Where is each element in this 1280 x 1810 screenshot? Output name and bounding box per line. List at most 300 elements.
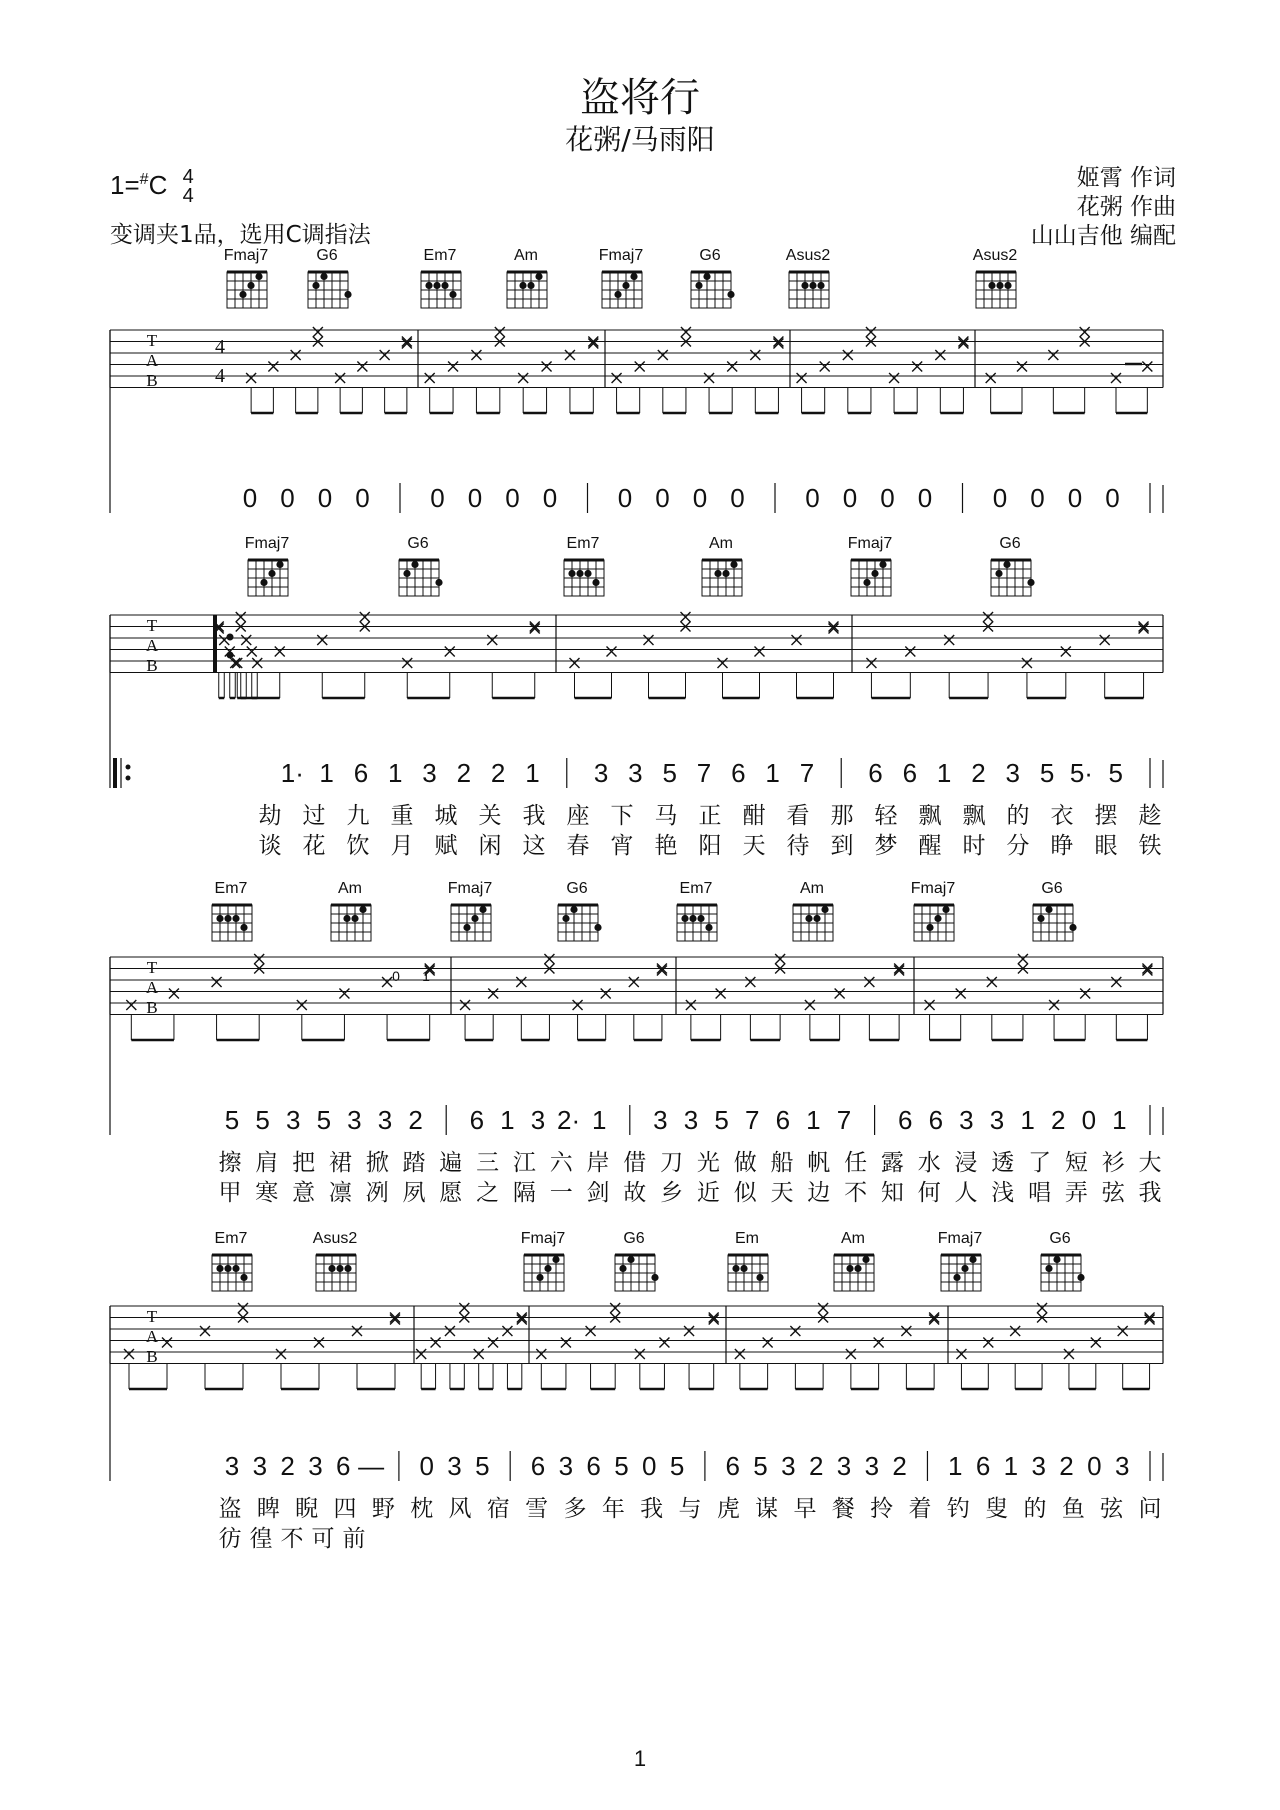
lyric-char: 岸 [586, 1150, 610, 1176]
tab-note [644, 635, 654, 645]
chord-dot [463, 924, 470, 931]
chord-dot [846, 1265, 853, 1272]
chord-name: Fmaj7 [910, 880, 956, 897]
lyric-char: 乡 [660, 1180, 684, 1206]
numbered-note: 1 [806, 1105, 821, 1135]
numbered-note: 0 [617, 483, 633, 513]
tab-note [866, 658, 876, 668]
lyric-char: 谋 [755, 1496, 779, 1522]
lyric-char: 肩 [255, 1150, 279, 1176]
lyric-char: 光 [696, 1150, 720, 1176]
chord-diagram [212, 905, 252, 941]
chord-name: Em7 [214, 1230, 248, 1247]
chord-name: Am [800, 880, 824, 897]
lyric-char: 宵 [610, 833, 634, 859]
tab-time-top: 4 [215, 336, 225, 358]
numbered-note: 0 [430, 483, 445, 513]
chord-diagram [602, 272, 642, 308]
tab-note [268, 362, 278, 372]
lyric-char: 过 [302, 803, 326, 829]
lyric-char: 赋 [434, 833, 458, 859]
chord-dot [471, 915, 478, 922]
tab-note [488, 1338, 498, 1348]
chord-name: G6 [699, 247, 721, 264]
chord-diagram [834, 1255, 874, 1291]
tab-note [313, 327, 323, 337]
tab-note [1080, 327, 1090, 337]
lyric-char: 枕 [410, 1496, 434, 1522]
chord-dot [871, 570, 878, 577]
tab-note [517, 1315, 527, 1325]
tab-note [124, 1349, 134, 1359]
lyric-char: 大 [1138, 1150, 1162, 1176]
lyric-char: 夙 [402, 1180, 426, 1206]
tab-note [246, 373, 256, 383]
numbered-note: 5 [224, 1105, 240, 1135]
lyric-char: 故 [623, 1180, 647, 1206]
composer-credit: 花粥 作曲 [1076, 194, 1176, 220]
chord-name: Am [338, 880, 362, 897]
numbered-note: 3 [530, 1105, 546, 1135]
lyric-char: 任 [844, 1150, 868, 1176]
tab-note [659, 1338, 669, 1348]
chord-dot [411, 561, 418, 568]
numbered-note: 3 [1114, 1451, 1130, 1481]
lyric-char: 前 [342, 1526, 366, 1552]
lyric-char: 擦 [218, 1150, 242, 1176]
chord-dot [1045, 906, 1052, 913]
tab-note [612, 373, 622, 383]
tab-letter: B [146, 656, 158, 675]
numbered-note: 1 [387, 758, 403, 788]
numbered-note: 3 [836, 1451, 852, 1481]
tab-note [1061, 647, 1071, 657]
tab-letter: A [145, 351, 159, 370]
chord-diagram [914, 905, 954, 941]
lyric-char: 似 [733, 1180, 757, 1206]
tab-note [755, 647, 765, 657]
lyric-char: 了 [1028, 1150, 1052, 1176]
tab-note [797, 373, 807, 383]
chord-dot [695, 282, 702, 289]
numbered-note: 3 [422, 758, 437, 788]
chord-dot [240, 924, 247, 931]
tab-fret-number: 0 [392, 968, 400, 984]
lyric-char: 座 [566, 803, 590, 829]
numbered-note: 1 [591, 1105, 607, 1135]
lyric-char: 钓 [946, 1496, 970, 1522]
chord-dot [801, 282, 808, 289]
lyric-char: 叟 [985, 1496, 1009, 1522]
chord-dot [343, 915, 350, 922]
numbered-note: 1 [1003, 1451, 1019, 1481]
lyric-char: 问 [1138, 1496, 1162, 1522]
tab-letter: A [145, 1327, 159, 1346]
chord-dot [1003, 561, 1010, 568]
tab-note [1142, 362, 1152, 372]
chord-name: Fmaj7 [598, 247, 644, 264]
chord-diagram [793, 905, 833, 941]
numbered-note: 0 [1087, 1451, 1102, 1481]
tab-note [818, 1303, 828, 1313]
chord-name: Em7 [566, 535, 600, 552]
tab-letter: T [146, 1307, 158, 1326]
lyric-char: 天 [770, 1180, 794, 1206]
chord-dot [536, 1274, 543, 1281]
numbered-note: 7 [696, 758, 712, 788]
tab-note [983, 612, 993, 622]
numbered-note: 6 [336, 1451, 351, 1481]
tab-note [874, 1338, 884, 1348]
chord-dot [568, 570, 575, 577]
tab-note [1111, 977, 1121, 987]
lyric-char: 趁 [1138, 803, 1162, 829]
numbered-note: 0 [642, 1451, 657, 1481]
tab-note [502, 1326, 512, 1336]
tab-note [448, 362, 458, 372]
numbered-note: 7 [836, 1105, 852, 1135]
lyric-char: 春 [566, 833, 590, 859]
chord-dot [268, 570, 275, 577]
key-prefix: 1= [110, 169, 140, 200]
chord-name: Am [841, 1230, 865, 1247]
chord-dot [312, 282, 319, 289]
chord-dot [527, 282, 534, 289]
tab-note [704, 373, 714, 383]
tab-note [790, 1326, 800, 1336]
lyric-char: 酣 [742, 803, 766, 829]
lyric-char: 船 [770, 1150, 794, 1176]
lyric-char: 那 [830, 803, 854, 829]
lyric-char: 阳 [698, 833, 722, 859]
numbered-note: 1 [936, 758, 952, 788]
repeat-start-dot [126, 776, 131, 781]
tab-note [570, 658, 580, 668]
tab-note [317, 635, 327, 645]
numbered-note: 2 [408, 1105, 423, 1135]
tab-note [935, 350, 945, 360]
song-title: 盗将行 [580, 75, 700, 121]
tab-note [518, 373, 528, 383]
tab-note [561, 1338, 571, 1348]
numbered-note: 2 [892, 1451, 907, 1481]
numbered-note: 0 [842, 483, 858, 513]
chord-dot [727, 291, 734, 298]
chord-diagram [976, 272, 1016, 308]
numbered-note: 0 [505, 483, 520, 513]
numbered-note: 0 [419, 1451, 434, 1481]
tab-note [254, 954, 264, 964]
chord-diagram [524, 1255, 564, 1291]
numbered-note: — [358, 1451, 385, 1481]
lyric-char: 近 [696, 1180, 720, 1206]
tab-note [416, 1349, 426, 1359]
tab-note [402, 658, 412, 668]
tab-note [275, 647, 285, 657]
chord-dot [441, 282, 448, 289]
chord-dot [854, 1265, 861, 1272]
lyric-char: 与 [678, 1496, 702, 1522]
chord-dot [320, 273, 327, 280]
chord-diagram [227, 272, 267, 308]
chord-dot [328, 1265, 335, 1272]
lyric-char: 多 [563, 1496, 587, 1522]
chord-name: Fmaj7 [520, 1230, 566, 1247]
numbered-note: 5 [255, 1105, 270, 1135]
tab-note [1022, 658, 1032, 668]
chord-diagram [1033, 905, 1077, 941]
tab-note [727, 362, 737, 372]
lyric-char: 踏 [402, 1150, 426, 1176]
chord-dot [619, 1265, 626, 1272]
chord-name: Asus2 [972, 247, 1018, 264]
chord-dot [969, 1256, 976, 1263]
tab-note [431, 1338, 441, 1348]
numbered-note: 3 [653, 1105, 668, 1135]
lyric-char: 何 [917, 1180, 941, 1206]
lyric-char: 眼 [1094, 833, 1118, 859]
tab-note [889, 373, 899, 383]
chord-dot [730, 561, 737, 568]
lyric-char: 早 [793, 1496, 817, 1522]
chord-dot [435, 579, 442, 586]
lyric-char: 餐 [831, 1496, 855, 1522]
numbered-note: 0 [992, 483, 1008, 513]
lyric-char: 我 [522, 803, 546, 829]
tab-note [459, 1303, 469, 1313]
numbered-note: 6 [928, 1105, 944, 1135]
chord-diagram [615, 1255, 659, 1291]
numbered-note: 3 [781, 1451, 796, 1481]
numbered-note: 5 [669, 1451, 685, 1481]
lyric-char: 的 [1023, 1496, 1047, 1522]
numbered-note: 0 [467, 483, 483, 513]
tab-note [681, 612, 691, 622]
tab-note [775, 954, 785, 964]
lyric-char: 六 [549, 1150, 573, 1176]
numbered-note: 6 [868, 758, 883, 788]
lyric-char: 冽 [365, 1180, 389, 1206]
numbered-note: 5 [316, 1105, 332, 1135]
numbered-note: 0 [242, 483, 258, 513]
numbered-note: 2 [1059, 1451, 1074, 1481]
numbered-note: 2 [490, 758, 506, 788]
lyric-char: 时 [962, 833, 986, 859]
chord-dot [562, 915, 569, 922]
chord-dot [1053, 1256, 1060, 1263]
tab-note [357, 362, 367, 372]
lyric-char: 浸 [954, 1150, 978, 1176]
tab-note [684, 1326, 694, 1336]
chord-dot [240, 1274, 247, 1281]
numbered-note: 3 [959, 1105, 974, 1135]
tab-note [864, 977, 874, 987]
numbered-note: 3 [347, 1105, 362, 1135]
tab-note [657, 966, 667, 976]
lyric-char: 雪 [525, 1496, 549, 1522]
tab-note [1145, 1315, 1155, 1325]
chord-dot [926, 924, 933, 931]
chord-dot [740, 1265, 747, 1272]
tab-note [956, 1349, 966, 1359]
tab-note [1018, 954, 1028, 964]
tab-note [805, 1000, 815, 1010]
chord-dot [216, 1265, 223, 1272]
tab-note [986, 373, 996, 383]
tab-note [846, 1349, 856, 1359]
tab-note [238, 1303, 248, 1313]
lyric-char: 三 [476, 1150, 500, 1176]
numbered-note: 0 [317, 483, 333, 513]
capo-note: 变调夹1品，选用C调指法 [110, 222, 371, 248]
lyric-char: 拎 [870, 1496, 894, 1522]
numbered-note: 2 [971, 758, 986, 788]
tab-note [1111, 373, 1121, 383]
lyric-char: 铁 [1138, 833, 1162, 859]
chord-name: Fmaj7 [223, 247, 269, 264]
chord-dot [351, 915, 358, 922]
tab-note [1080, 989, 1090, 999]
lyric-char: 年 [601, 1496, 625, 1522]
tab-note [944, 635, 954, 645]
lyricist-credit: 姬霄 作词 [1076, 165, 1176, 191]
chord-name: G6 [1049, 1230, 1071, 1247]
tab-note [291, 350, 301, 360]
chord-dot [232, 915, 239, 922]
chord-name: G6 [566, 880, 588, 897]
lyric-char: 到 [830, 833, 854, 859]
key-note: C [148, 169, 168, 200]
numbered-note: 1 [1112, 1105, 1127, 1135]
lyric-char: 唱 [1028, 1180, 1052, 1206]
tab-note [382, 977, 392, 987]
chord-dot [1077, 1274, 1084, 1281]
chord-dot [697, 915, 704, 922]
chord-dot [862, 1256, 869, 1263]
chord-dot [449, 291, 456, 298]
tab-note [745, 977, 755, 987]
tab-note [820, 362, 830, 372]
chord-diagram [851, 560, 891, 596]
numbered-note: 3 [377, 1105, 393, 1135]
tab-note [380, 350, 390, 360]
numbered-note: 5 [714, 1105, 729, 1135]
chord-dot [879, 561, 886, 568]
tab-letter: A [145, 636, 159, 655]
lyric-char: 花 [302, 833, 326, 859]
numbered-note: 0 [692, 483, 708, 513]
tab-note [252, 658, 262, 668]
chord-dot [594, 924, 601, 931]
chord-dot [689, 915, 696, 922]
tab-note [1064, 1349, 1074, 1359]
numbered-note: 5 [475, 1451, 490, 1481]
repeat-dot [227, 652, 234, 659]
lyric-char: 艳 [654, 833, 678, 859]
lyric-char: 风 [448, 1496, 472, 1522]
tab-note [247, 647, 257, 657]
lyric-char: 月 [390, 833, 414, 859]
chord-dot [651, 1274, 658, 1281]
tab-note [230, 658, 240, 668]
tab-letter: B [146, 1347, 158, 1366]
numbered-note: 3 [224, 1451, 240, 1481]
tab-note [610, 1303, 620, 1313]
tab-note [542, 362, 552, 372]
tab-note [1100, 635, 1110, 645]
tab-note [716, 989, 726, 999]
chord-dot [425, 282, 432, 289]
tab-note [958, 339, 968, 349]
numbered-note: 2 [456, 758, 472, 788]
numbered-note: 5 [1039, 758, 1055, 788]
lyric-char: 透 [991, 1150, 1015, 1176]
numbered-note: 3 [308, 1451, 323, 1481]
chord-name: Asus2 [785, 247, 831, 264]
tab-letter: B [146, 998, 158, 1017]
song-artist: 花粥/马雨阳 [565, 123, 715, 156]
tab-note [1049, 1000, 1059, 1010]
chord-name: Em [735, 1230, 759, 1247]
tab-note [635, 362, 645, 372]
chord-name: Em7 [214, 880, 248, 897]
tab-note [530, 624, 540, 634]
lyric-char: 野 [371, 1496, 395, 1522]
chord-dot [1004, 282, 1011, 289]
chord-dot [570, 906, 577, 913]
tab-note [925, 1000, 935, 1010]
numbered-note: 2 [1050, 1105, 1066, 1135]
tab-note [866, 327, 876, 337]
chord-name: Em7 [679, 880, 713, 897]
tab-letter: A [145, 978, 159, 997]
lyric-char: 衣 [1050, 803, 1074, 829]
chord-diagram [451, 905, 491, 941]
chord-dot [216, 915, 223, 922]
tab-note [763, 1338, 773, 1348]
numbered-note: 0 [917, 483, 933, 513]
chord-name: G6 [623, 1230, 645, 1247]
numbered-note: 0 [880, 483, 895, 513]
tab-note [445, 647, 455, 657]
chord-dot [627, 1256, 634, 1263]
lyric-char: 意 [292, 1180, 316, 1206]
lyric-char: 掀 [365, 1150, 389, 1176]
numbered-note: 0 [655, 483, 670, 513]
lyric-char: 我 [1138, 1180, 1162, 1206]
lyric-char: 弄 [1064, 1180, 1088, 1206]
numbered-note: 1 [948, 1451, 963, 1481]
tab-note [901, 1326, 911, 1336]
tab-note [200, 1326, 210, 1336]
chord-dot [344, 1265, 351, 1272]
chord-diagram [991, 560, 1035, 596]
lyric-char: 睥 [256, 1496, 280, 1522]
numbered-note: 3 [628, 758, 643, 788]
lyric-char: 衫 [1101, 1150, 1125, 1176]
lyric-char: 飘 [962, 803, 986, 829]
chord-dot [239, 291, 246, 298]
chord-dot [1027, 579, 1034, 586]
tab-note [352, 1326, 362, 1336]
tab-note [390, 1315, 400, 1325]
chord-diagram [316, 1255, 356, 1291]
numbered-note: 1 [765, 758, 780, 788]
lyric-char: 徨 [249, 1526, 273, 1552]
lyric-char: 劫 [258, 803, 282, 829]
numbered-note: 5 [1108, 758, 1123, 788]
numbered-note: 5· [1069, 758, 1093, 788]
